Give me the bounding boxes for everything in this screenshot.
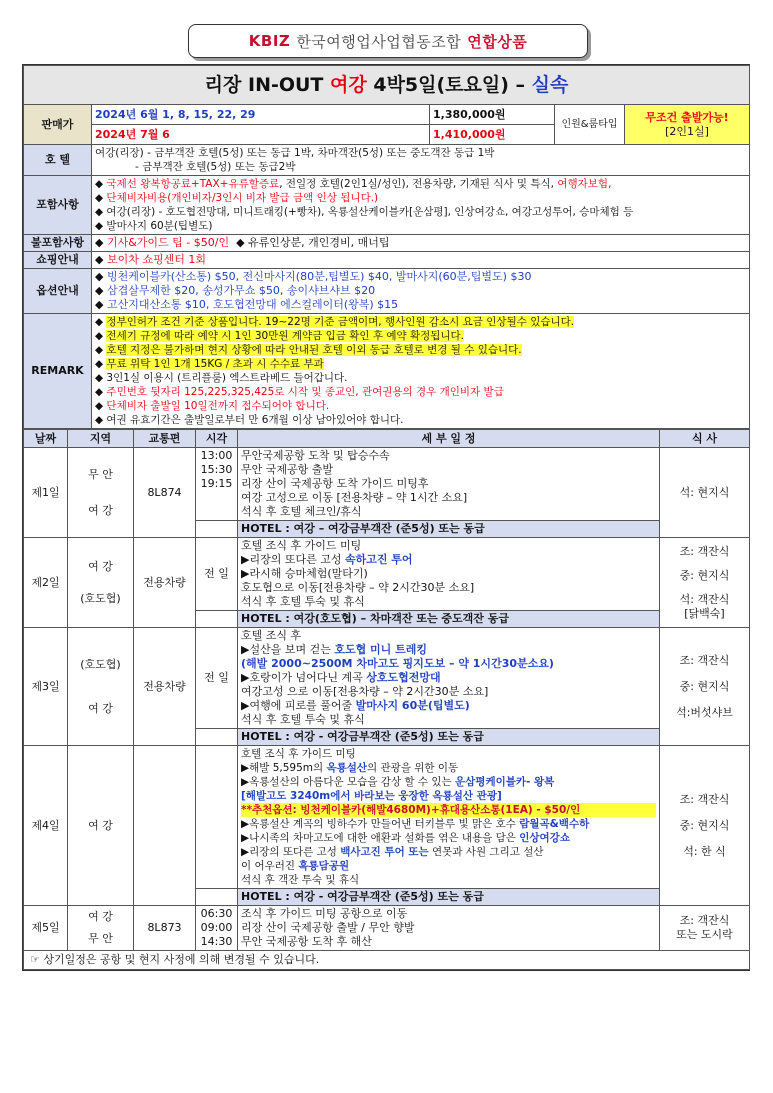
day-label: 제4일 bbox=[24, 746, 68, 906]
day-label: 제2일 bbox=[24, 538, 68, 628]
day-label: 제3일 bbox=[24, 628, 68, 746]
sales-dates-1: 2024년 6월 1, 8, 15, 22, 29 bbox=[92, 105, 430, 125]
hotel-info: 여강(리장) - 금부객잔 호텔(5성) 또는 동급 1박, 차마객잔(5성) 또는 중도객잔 동급 1박 - 금부객잔 호텔(5성) 또는 동급2박 bbox=[92, 145, 750, 176]
day-time: 전 일 bbox=[196, 628, 238, 729]
day-meal: 조: 객잔식 또는 도시락 bbox=[660, 906, 750, 951]
day-label: 제5일 bbox=[24, 906, 68, 951]
day-transport: 8L873 bbox=[134, 906, 196, 951]
tour-document bbox=[22, 64, 750, 971]
exclude-info: ◆ 기사&가이드 팁 - $50/인 ◆ 유류인상분, 개인경비, 매너팁 bbox=[92, 235, 750, 252]
shopping-label: 쇼핑안내 bbox=[24, 252, 92, 269]
col-transport: 교통편 bbox=[134, 430, 196, 448]
day-label: 제1일 bbox=[24, 448, 68, 538]
product-type: 연합상품 bbox=[467, 32, 528, 51]
org-name: 한국여행업사업협동조합 bbox=[296, 32, 462, 51]
shopping-info: ◆ 보이차 쇼핑센터 1회 bbox=[92, 252, 750, 269]
day-meal: 조: 객잔식 중: 현지식 석: 한 식 bbox=[660, 746, 750, 906]
header-banner bbox=[188, 24, 588, 58]
include-info: ◆ 국제선 왕복항공료+TAX+유류할증료, 전일정 호텔(2인1실/성인), 전용차량, 기재된 식사 및 특식, 여행자보험, ◆ 단체비자비용(개인비자/3인시 비자 발급 금액 인상 됩니다.) ◆ 여강(리장) - 호도협전망대, 미니트래킹(+빵차), 옥룡설산케이블카[운삼평], 인상여강쇼, 여강고성투어, 승마체험 등 ◆ 발마사지 60분(팁별도) bbox=[92, 176, 750, 235]
day-time bbox=[196, 746, 238, 889]
remark-label: REMARK bbox=[24, 314, 92, 429]
day-times: 06:30 09:00 14:30 bbox=[196, 906, 238, 951]
remark-info: ◆ 정부인허가 조건 기준 상품입니다. 19~22명 기준 금액이며, 행사인원 감소시 요금 인상될수 있습니다. ◆ 전세기 규정에 따라 예약 시 1인 30만원 계약금 입금 확인 후 예약 확정됩니다. ◆ 호텔 지정은 불가하며 현지 상황에 따라 안내된 호텔 이외 동급 호텔로 변경 될 수 있습니다. ◆ 무료 위탁 1인 1개 15KG / 초과 시 수수료 부과 ◆ 3인1실 이용시 (트리플룸) 엑스트라베드 들어갑니다. ◆ 주민번호 뒷자리 125,225,325,425로 시작 및 종교인, 관여권용의 경우 개인비자 발급 ◆ 단체비자 출발일 10일전까지 접수되어야 합니다. ◆ 여권 유효기간은 출발일로부터 만 6개월 이상 남아있어야 합니다. bbox=[92, 314, 750, 429]
day-region: (호도협) 여 강 bbox=[68, 628, 134, 746]
day-itinerary: 호텔 조식 후 ▶설산을 보며 걷는 호도협 미니 트레킹 (해발 2000~2500M 차마고도 핑지도보 – 약 1시간30분소요) ▶호랑이가 넘어다닌 계곡 상호도협전망대 여강고성 으로 이동[전용차량 – 약 2시간30분 소요] ▶여행에 피로를 풀어줄 발마사지 60분(팁별도) 석식 후 호텔 투숙 및 휴식 bbox=[238, 628, 660, 729]
sales-dates-2: 2024년 7월 6 bbox=[92, 125, 430, 145]
day-itinerary: 호텔 조식 후 가이드 미팅 ▶리장의 또다른 고성 속하고진 투어 ▶라시해 승마체험(말타기) 호도협으로 이동[전용차량 – 약 2시간30분 소요] 석식 후 호텔 투숙 및 휴식 bbox=[238, 538, 660, 611]
day-region: 여 강 (호도협) bbox=[68, 538, 134, 628]
day-meal: 석: 현지식 bbox=[660, 448, 750, 538]
day-transport: 전용차량 bbox=[134, 538, 196, 628]
day-meal: 조: 객잔식 중: 현지식 석:버섯샤브 bbox=[660, 628, 750, 746]
day-transport: 8L874 bbox=[134, 448, 196, 538]
day-4-row bbox=[24, 746, 750, 889]
day-transport bbox=[134, 746, 196, 906]
hotel-label: 호 텔 bbox=[24, 145, 92, 176]
day-times: 13:00 15:30 19:15 bbox=[196, 448, 238, 521]
day-2-row bbox=[24, 538, 750, 611]
room-type-label: 인원&룸타입 bbox=[555, 105, 625, 145]
col-time: 시각 bbox=[196, 430, 238, 448]
day-region: 여 강 무 안 bbox=[68, 906, 134, 951]
include-label: 포함사항 bbox=[24, 176, 92, 235]
exclude-label: 불포함사항 bbox=[24, 235, 92, 252]
day-hotel: HOTEL : 여강 - 여강금부객잔 (준5성) 또는 동급 bbox=[238, 729, 660, 746]
day-itinerary: 조식 후 가이드 미팅 공항으로 이동 리장 산이 국제공항 출발 / 무안 향발 무안 국제공항 도착 후 해산 bbox=[238, 906, 660, 951]
day-region: 여 강 bbox=[68, 746, 134, 906]
day-transport: 전용차량 bbox=[134, 628, 196, 746]
col-meal: 식 사 bbox=[660, 430, 750, 448]
day-time: 전 일 bbox=[196, 538, 238, 611]
col-region: 지역 bbox=[68, 430, 134, 448]
info-table bbox=[23, 65, 750, 429]
page-title: 리장 IN-OUT 여강 4박5일(토요일) – 실속 bbox=[24, 66, 750, 105]
sales-label: 판매가 bbox=[24, 105, 92, 145]
options-label: 옵션안내 bbox=[24, 269, 92, 314]
day-meal: 조: 객잔식 중: 현지식 석: 객잔식 [닭백숙] bbox=[660, 538, 750, 628]
day-itinerary: 호텔 조식 후 가이드 미팅 ▶해발 5,595m의 옥룡설산의 관광을 위한 이동 ▶옥룡설산의 아름다운 모습을 감상 할 수 있는 운삼평케이블카- 왕복 [해발고도 3240m에서 바라보는 웅장한 옥룡설산 관광] **추천옵션: 빙천케이블카(해발4680M)+휴대용산소통(1EA) - $50/인 ▶옥룡설산 계곡의 빙하수가 만들어낸 터키블루 빛 맑은 호수 람월곡&백수하 ▶나시족의 차마고도에 대한 애환과 설화를 엮은 내용을 담은 인상여강쇼 ▶리장의 또다른 고성 백사고진 투어 또는 연못과 사원 그리고 설산 이 어우러진 흑룡담공원 석식 후 객잔 투숙 및 휴식 bbox=[238, 746, 660, 889]
col-day: 날짜 bbox=[24, 430, 68, 448]
day-1-row bbox=[24, 448, 750, 521]
footer-note: ☞ 상기일정은 공항 및 현지 사정에 의해 변경될 수 있습니다. bbox=[24, 951, 750, 970]
sales-price-2: 1,410,000원 bbox=[430, 125, 555, 145]
sales-price-1: 1,380,000원 bbox=[430, 105, 555, 125]
day-hotel: HOTEL : 여강(호도협) – 차마객잔 또는 중도객잔 동급 bbox=[238, 611, 660, 628]
guarantee-badge: 무조건 출발가능! [2인1실] bbox=[625, 105, 750, 145]
day-itinerary: 무안국제공항 도착 및 탑승수속 무안 국제공항 출발 리장 산이 국제공항 도착 가이드 미팅후 여강 고성으로 이동 [전용차량 – 약 1시간 소요] 석식 후 호텔 체크인/휴식 bbox=[238, 448, 660, 521]
brand-name: KBIZ bbox=[248, 32, 291, 50]
col-itinerary: 세 부 일 정 bbox=[238, 430, 660, 448]
day-hotel: HOTEL : 여강 - 여강금부객잔 (준5성) 또는 동급 bbox=[238, 889, 660, 906]
schedule-table bbox=[23, 429, 750, 970]
options-info: ◆ 빙천케이블카(산소통) $50, 전신마사지(80분,팁별도) $40, 발마사지(60분,팁별도) $30 ◆ 삼겹살무제한 $20, 송성가무쇼 $50, 송이샤브샤브 $20 ◆ 고산지대산소통 $10, 호도협전망대 에스컬레이터(왕복) $15 bbox=[92, 269, 750, 314]
day-3-row bbox=[24, 628, 750, 729]
day-hotel: HOTEL : 여강 – 여강금부객잔 (준5성) 또는 동급 bbox=[238, 521, 660, 538]
day-5-row bbox=[24, 906, 750, 951]
day-region: 무 안 여 강 bbox=[68, 448, 134, 538]
